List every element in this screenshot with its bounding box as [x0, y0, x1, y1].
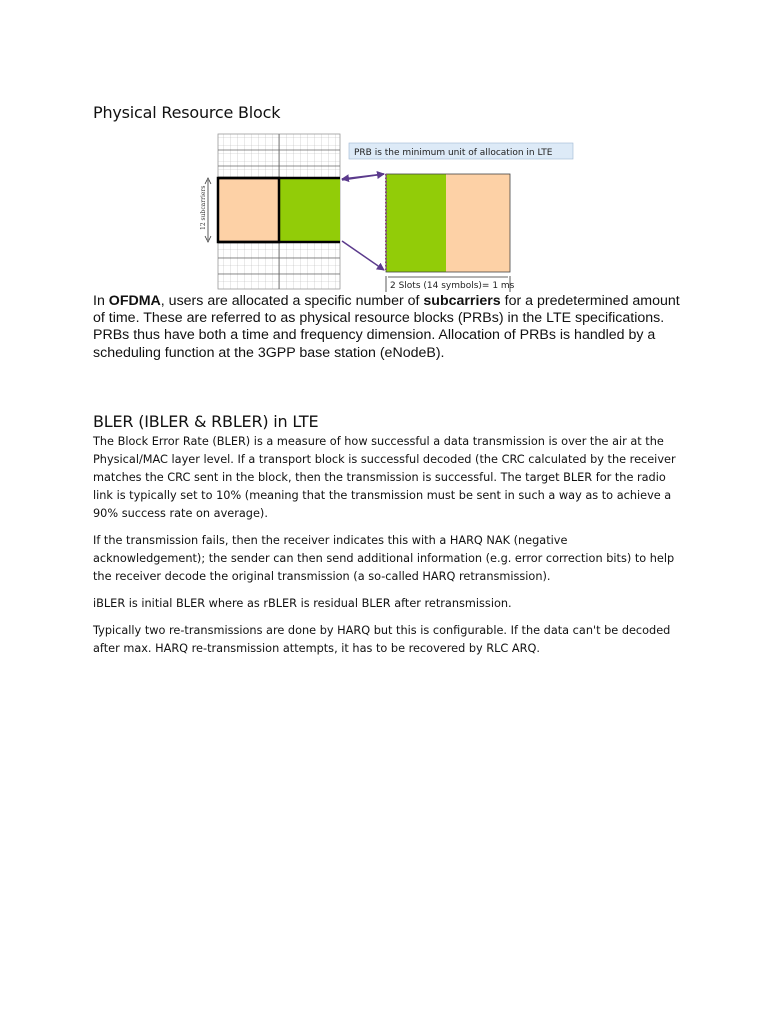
zoomed-prb [386, 174, 510, 272]
prb-orange-block [218, 178, 278, 242]
heading-bler: BLER (IBLER & RBLER) in LTE [93, 412, 319, 431]
slots-dimension [386, 276, 515, 292]
callout-text: PRB is the minimum unit of allocation in LTE [354, 148, 553, 158]
prb-diagram [196, 130, 586, 295]
bler-paragraph-4: Typically two re-transmissions are done by HARQ but this is configurable. If the data can't be decoded after max. HARQ re-transmission attempts, it has to be recovered by RLC ARQ. [93, 624, 671, 655]
callout [349, 143, 573, 159]
prb-figure [196, 130, 586, 295]
intro-text-3: for a predetermined amount of time. These are referred to as physical resource blocks (PRBs) in the LTE specifications. PRBs thus have both a time and frequency dimension. Allocation of PRBs is handled by a scheduling function at the 3GPP base station (eNodeB). [93, 293, 680, 361]
bler-paragraph-3: iBLER is initial BLER where as rBLER is residual BLER after retransmission. [93, 597, 512, 610]
heading-physical-resource-block: Physical Resource Block [93, 103, 281, 122]
intro-bold-ofdma: OFDMA [108, 293, 161, 309]
intro-text-1: In [93, 293, 109, 309]
bler-paragraph-2: If the transmission fails, then the receiver indicates this with a HARQ NAK (negative acknowledgement); the sender can then send additional information (e.g. error correction bits) to help the receiver decode the original transmission (a so-called HARQ retransmission). [93, 534, 675, 583]
subcarrier-axis-label: 12 subcarriers [200, 185, 207, 230]
bler-paragraph-1: The Block Error Rate (BLER) is a measure of how successful a data transmission is over the air at the Physical/MAC layer level. If a transport block is successful decoded (the CRC calculated by the receiver matches the CRC sent in the block, then the transmission is successful. The target BLER for the radio link is typically set to 10% (meaning that the transmission must be sent in such a way as to achieve a 90% success rate on average). [93, 435, 676, 520]
slots-label: 2 Slots (14 symbols)= 1 ms [390, 281, 515, 291]
intro-bold-subcarriers: subcarriers [423, 293, 501, 309]
subcarrier-axis [200, 178, 211, 242]
prb-pair [218, 178, 340, 242]
connector-arrows [342, 174, 384, 270]
prb-green-block [280, 178, 340, 242]
ofdma-intro-paragraph [93, 293, 683, 362]
intro-text-2: , users are allocated a specific number of [160, 293, 424, 309]
